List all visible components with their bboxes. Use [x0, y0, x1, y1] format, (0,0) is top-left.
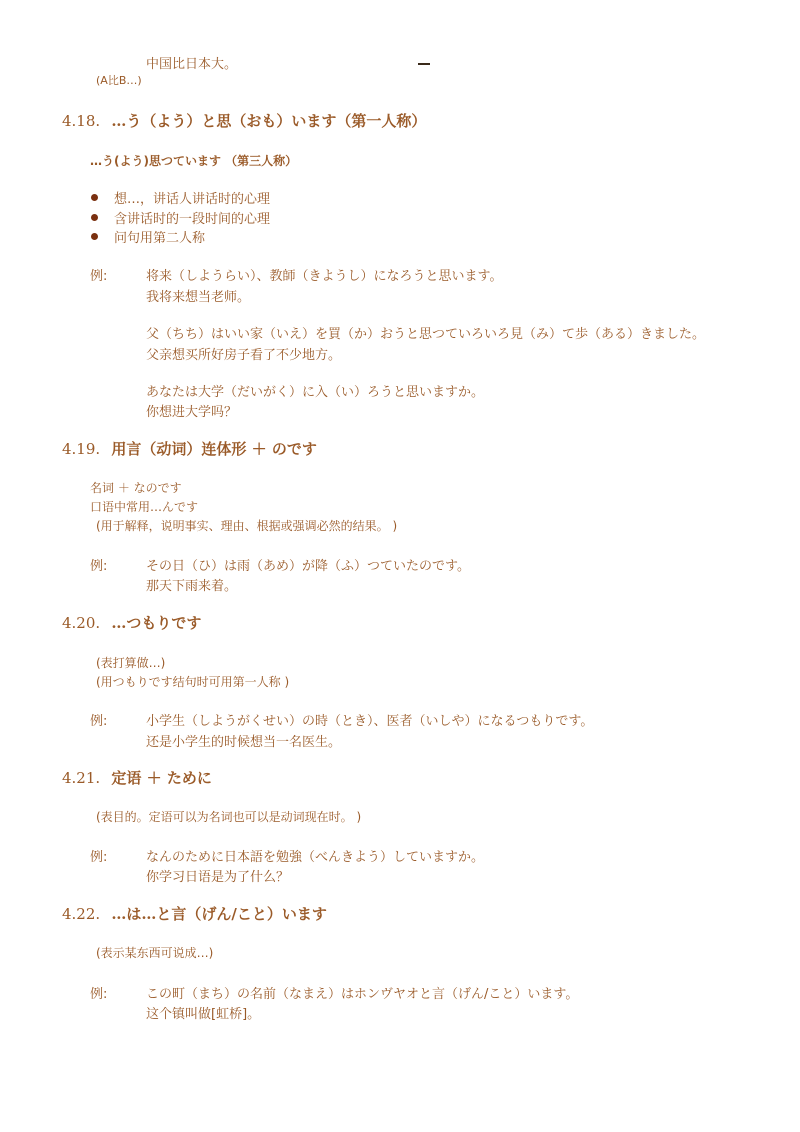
example-label: 例: [90, 714, 108, 729]
note-line: (用于解释，说明事实、理由、根据或强调必然的结果。 ) [96, 519, 398, 533]
section-heading-4-18 [62, 110, 426, 131]
section-number: 4.20. [62, 614, 101, 632]
example-label: 例: [90, 987, 108, 1002]
note-line: (表打算做…) [96, 656, 166, 670]
dash-mark [418, 63, 430, 65]
section-number: 4.21. [62, 769, 101, 787]
example-label: 例: [90, 559, 108, 574]
section-title: …は…と言（げん/こと）います [111, 905, 327, 923]
example-cn: 我将来想当老师。 [146, 290, 251, 305]
section-title: 定语 ＋ ために [111, 769, 212, 787]
section-heading-4-19 [62, 438, 317, 459]
note-line: (用つもりです结句时可用第一人称 ) [96, 675, 290, 689]
example-jp: あなたは大学（だいがく）に入（い）ろうと思いますか。 [146, 385, 485, 400]
example-cn: 父亲想买所好房子看了不少地方。 [146, 348, 342, 363]
section-number: 4.18. [62, 112, 101, 130]
example-cn: 还是小学生的时候想当一名医生。 [146, 735, 342, 750]
example-jp: 父（ちち）はいい家（いえ）を買（か）おうと思つていろいろ見（み）て歩（ある）きました。 [146, 327, 706, 342]
note-line: 名词 ＋ なのです [90, 481, 182, 495]
section-number: 4.19. [62, 440, 101, 458]
example-cn: 你学习日语是为了什么？ [146, 870, 290, 885]
example-jp: この町（まち）の名前（なまえ）はホンヴヤオと言（げん/こと）います。 [146, 987, 579, 1002]
note-line: (表目的。定语可以为名词也可以是动词现在时。 ) [96, 810, 362, 824]
example-jp: 小学生（しようがくせい）の時（とき）、医者（いしや）になるつもりです。 [146, 714, 594, 729]
example-jp: その日（ひ）は雨（あめ）が降（ふ）つていたのです。 [146, 559, 470, 574]
bullet-item: 想…，讲话人讲话时的心理 [114, 192, 271, 207]
section-heading-4-21 [62, 767, 212, 788]
example-label: 例: [90, 269, 108, 284]
note-line: 口语中常用…んです [90, 500, 199, 514]
section-title: …う（よう）と思（おも）います（第一人称） [111, 112, 427, 130]
section-subtitle-4-18: …う(よう)思つています （第三人称） [90, 154, 298, 168]
example-cn: 这个镇叫做[虹桥]。 [146, 1007, 261, 1022]
pattern-note-top: (A比B…) [96, 74, 142, 87]
bullet-icon [91, 214, 98, 221]
bullet-item: 含讲话时的一段时间的心理 [114, 212, 271, 227]
bullet-item: 问句用第二人称 [114, 231, 206, 246]
example-cn: 那天下雨来着。 [146, 579, 238, 594]
section-heading-4-20 [62, 612, 201, 633]
example-sentence-top: 中国比日本大。 [146, 57, 238, 72]
example-jp: 将来（しようらい）、教師（きようし）になろうと思います。 [146, 269, 503, 284]
bullet-icon [91, 194, 98, 201]
note-line: (表示某东西可说成…) [96, 946, 214, 960]
bullet-icon [91, 233, 98, 240]
example-jp: なんのために日本語を勉強（べんきよう）していますか。 [146, 850, 485, 865]
example-cn: 你想进大学吗？ [146, 405, 238, 420]
section-heading-4-22 [62, 903, 327, 924]
section-number: 4.22. [62, 905, 101, 923]
section-title: …つもりです [111, 614, 202, 632]
example-label: 例: [90, 850, 108, 865]
section-title: 用言（动词）连体形 ＋ のです [111, 440, 317, 458]
